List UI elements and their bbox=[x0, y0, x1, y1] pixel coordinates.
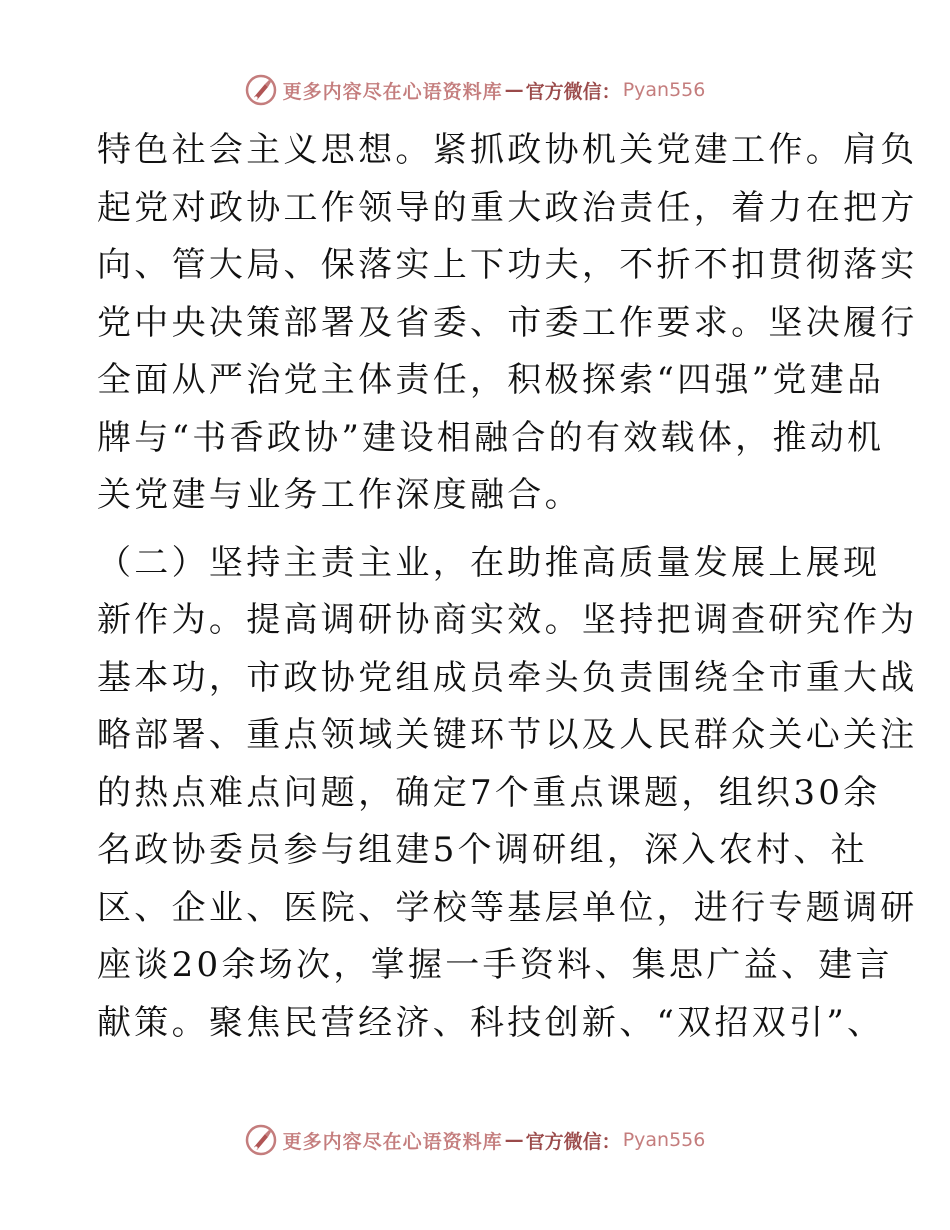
text-line: 献策。聚焦民营经济、科技创新、“双招双引”、 bbox=[97, 1002, 885, 1043]
watermark-sub-text: 官方微信： bbox=[525, 80, 621, 103]
header-watermark bbox=[0, 70, 950, 110]
text-line: （二）坚持主责主业，在助推高质量发展上展现 bbox=[97, 542, 881, 583]
watermark-handle: Pyan556 bbox=[622, 1129, 706, 1151]
text-line: 区、企业、医院、学校等基层单位，进行专题调研 bbox=[97, 887, 918, 928]
text-line: 略部署、重点领域关键环节以及人民群众关心关注 bbox=[97, 715, 918, 755]
watermark-main-text: 更多内容尽在心语资料库 bbox=[282, 80, 503, 103]
footer-watermark bbox=[0, 1120, 950, 1160]
text-line: 牌与“书香政协”建设相融合的有效载体，推动机 bbox=[97, 417, 885, 458]
text-line: 的热点难点问题，确定7个重点课题，组织30余 bbox=[97, 772, 881, 813]
text-line: 新作为。提高调研协商实效。坚持把调查研究作为 bbox=[97, 600, 918, 640]
watermark-sub-text: 官方微信： bbox=[525, 1130, 621, 1153]
watermark-handle: Pyan556 bbox=[622, 79, 706, 101]
paragraph bbox=[97, 122, 918, 525]
text-line: 党中央决策部署及省委、市委工作要求。坚决履行 bbox=[97, 302, 918, 343]
text-line: 特色社会主义思想。紧抓政协机关党建工作。肩负 bbox=[97, 130, 918, 170]
text-line: 向、管大局、保落实上下功夫，不折不扣贯彻落实 bbox=[97, 245, 918, 285]
watermark-dash: — bbox=[504, 79, 524, 101]
paragraph bbox=[97, 535, 918, 1053]
pen-logo-icon bbox=[245, 74, 277, 106]
text-line: 全面从严治党主体责任，积极探索“四强”党建品 bbox=[97, 360, 885, 400]
pen-logo-icon bbox=[245, 1124, 277, 1156]
watermark-dash: — bbox=[504, 1129, 524, 1151]
text-line: 关党建与业务工作深度融合。 bbox=[97, 475, 582, 515]
document-body bbox=[97, 122, 918, 1052]
watermark-main-text: 更多内容尽在心语资料库 bbox=[282, 1130, 503, 1153]
text-line: 座谈20余场次，掌握一手资料、集思广益、建言 bbox=[97, 945, 893, 985]
text-line: 基本功，市政协党组成员牵头负责围绕全市重大战 bbox=[97, 657, 918, 698]
text-line: 起党对政协工作领导的重大政治责任，着力在把方 bbox=[97, 187, 918, 228]
text-line: 名政协委员参与组建5个调研组，深入农村、社 bbox=[97, 830, 868, 870]
